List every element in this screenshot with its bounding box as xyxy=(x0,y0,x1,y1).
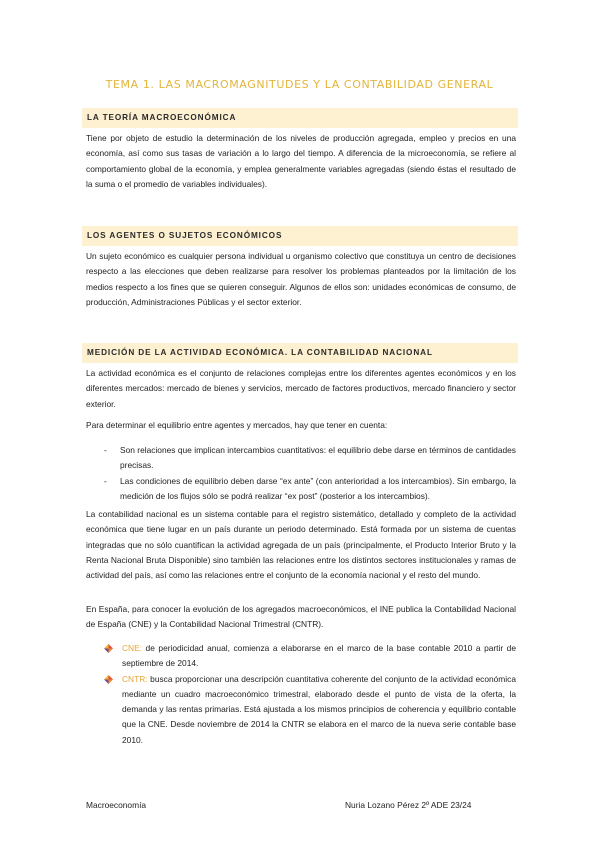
colorful-bullet-icon xyxy=(104,675,113,684)
dash-marker: - xyxy=(104,475,107,486)
footer-author: Nuria Lozano Pérez 2º ADE 23/24 xyxy=(345,800,472,810)
document-title: TEMA 1. LAS MACROMAGNITUDES Y LA CONTABILIDAD GENERAL xyxy=(105,78,494,91)
cne-description: de periodicidad anual, comienza a elaborarse en el marco de la base contable 2010 a partir de septiembre de 2014. xyxy=(122,643,516,669)
paragraph-contabilidad-nacional: La contabilidad nacional es un sistema contable para el registro sistemático, detallado y completo de la actividad económica que tiene lugar en un país durante un periodo determinado. Está formada por un sistema de cuentas integradas que no sólo cuantifican la actividad agregada de un país (principalmente, el Producto Interior Bruto y la Renta Nacional Bruta Disponible) sino también las relaciones entre los distintos sectores institucionales y ramas de actividad del país, así como las relaciones entre el conjunto de la economía nacional y el resto del mundo. xyxy=(86,509,516,581)
dash-item xyxy=(104,474,516,505)
paragraph-espana: En España, para conocer la evolución de los agregados macroeconómicos, el INE publica la Contabilidad Nacional de España (CNE) y la Contabilidad Nacional Trimestral (CNTR). xyxy=(86,604,516,630)
dash-marker: - xyxy=(104,445,107,455)
colorful-bullet-icon xyxy=(104,644,113,653)
icon-list-item xyxy=(104,672,516,748)
footer-subject: Macroeconomía xyxy=(86,800,147,810)
cntr-description: busca proporcionar una descripción cuantitativa coherente del conjunto de la actividad económica mediante un cuadro macroeconómico trimestral, elaborado desde el punto de vista de la oferta, la demanda y las rentas primarias. Está ajustada a los mismos principios de coherencia y equilibrio contable que la CNE. Desde noviembre de 2014 la CNTR se elabora en el marco de la nueva serie contable base 2010. xyxy=(122,673,516,745)
section-header-teoria: LA TEORÍA MACROECONÓMICA xyxy=(82,108,518,128)
paragraph-equilibrio: Para determinar el equilibrio entre agentes y mercados, hay que tener en cuenta: xyxy=(86,420,388,430)
section-header-medicion: MEDICIÓN DE LA ACTIVIDAD ECONÓMICA. LA CONTABILIDAD NACIONAL xyxy=(82,343,518,363)
paragraph-actividad: La actividad económica es el conjunto de relaciones complejas entre los diferentes agentes económicos y en los diferentes mercados: mercado de bienes y servicios, mercado de factores productivos, mercado financiero y sector exterior. xyxy=(86,368,516,409)
dash-item-text: Son relaciones que implican intercambios cuantitativos: el equilibrio debe darse en términos de cantidades precisas. xyxy=(120,445,516,471)
dash-list xyxy=(104,443,516,504)
cne-term: CNE: xyxy=(122,643,143,653)
paragraph-teoria: Tiene por objeto de estudio la determinación de los niveles de producción agregada, empleo y precios en una economía, así como sus tasas de variación a lo largo del tiempo. A diferencia de la microeconomía, se refiere al comportamiento global de la economía, y emplea generalmente variables agregadas (siendo éstas el resultado de la suma o el promedio de variables individuales). xyxy=(86,133,516,189)
icon-list xyxy=(104,641,516,748)
dash-item xyxy=(104,443,516,474)
dash-item-text: Las condiciones de equilibrio deben darse “ex ante” (con anterioridad a los intercambios). Sin embargo, la medición de los flujos sólo se podrá realizar “ex post” (posterior a los intercambios). xyxy=(120,475,516,501)
paragraph-agentes: Un sujeto económico es cualquier persona individual u organismo colectivo que constituya un centro de decisiones respecto a las elecciones que deben realizarse para resolver los problemas planteados por la limitación de los medios respecto a los fines que se quieren conseguir. Algunos de ellos son: unidades económicas de consumo, de producción, Administraciones Públicas y el sector exterior. xyxy=(86,251,516,307)
cntr-term: CNTR: xyxy=(122,673,148,684)
icon-list-item xyxy=(104,641,516,672)
section-header-agentes: LOS AGENTES O SUJETOS ECONÓMICOS xyxy=(82,226,518,246)
